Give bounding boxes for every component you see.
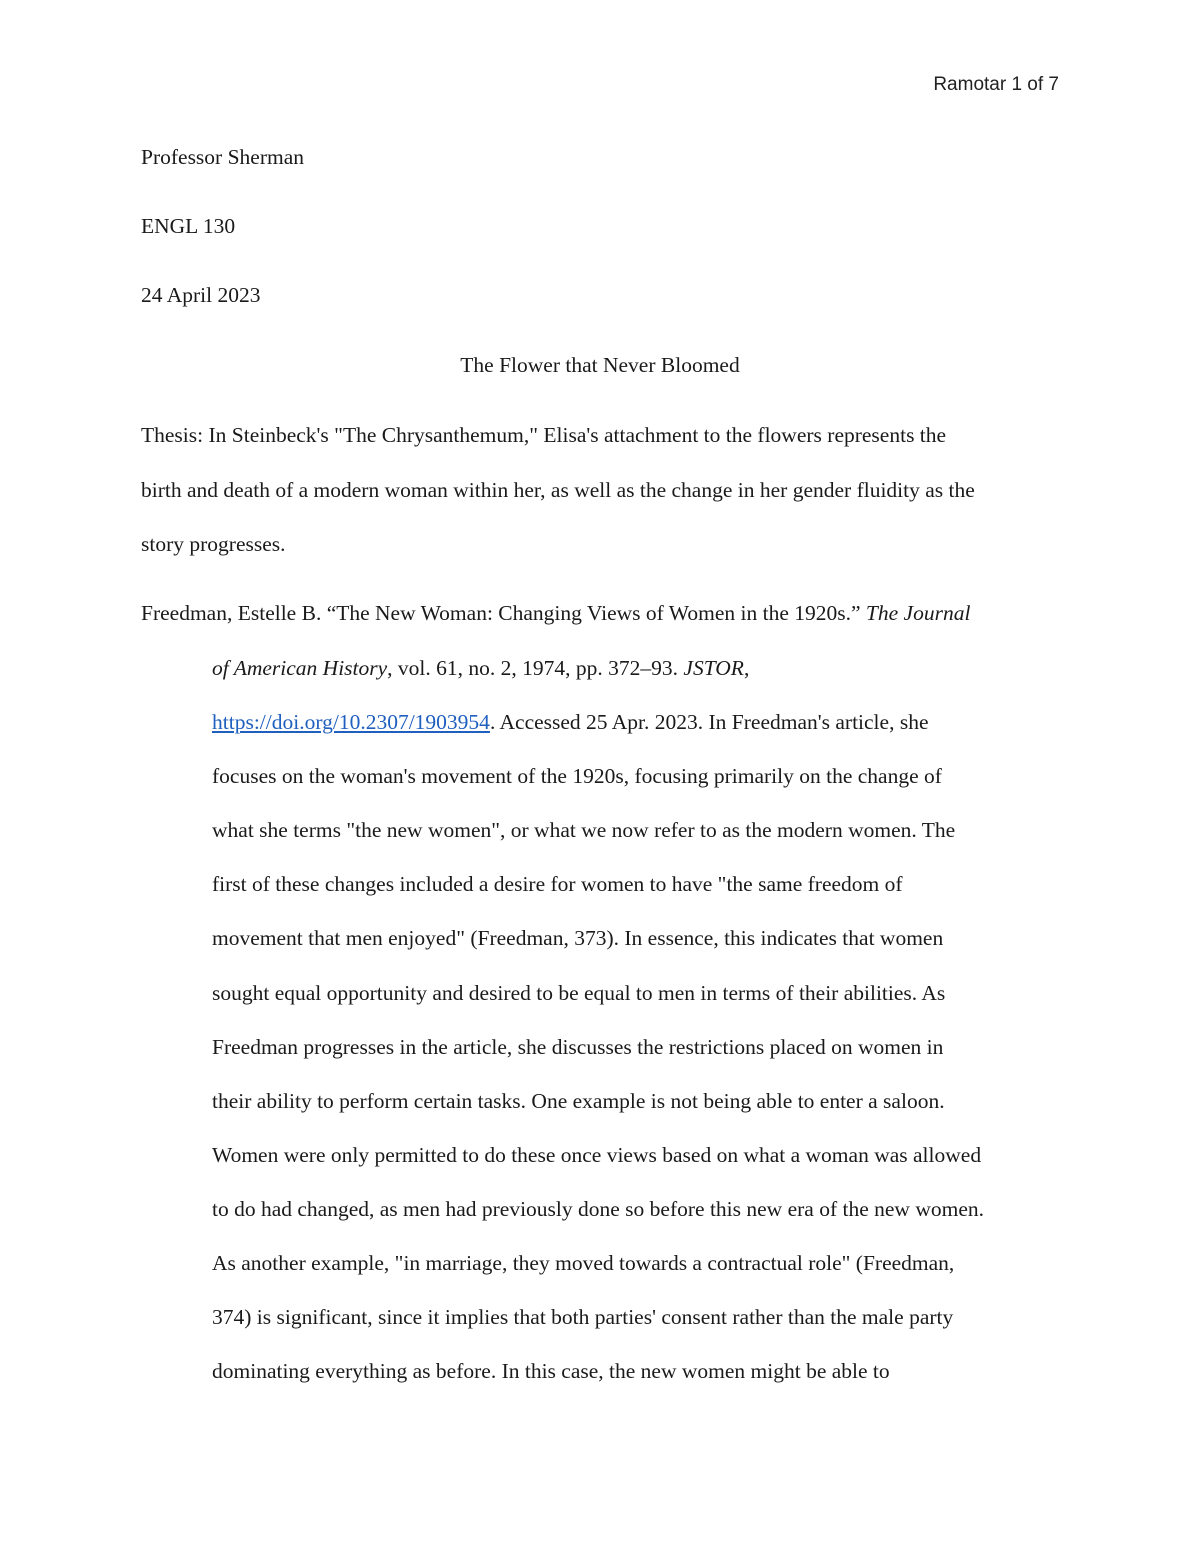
annotation-line: Women were only permitted to do these once views based on what a woman was allowed (212, 1143, 982, 1167)
annotation-line: focuses on the woman's movement of the 1920s, focusing primarily on the change of (212, 764, 942, 788)
citation-text: , (743, 656, 750, 680)
annotation-line: what she terms "the new women", or what we now refer to as the modern women. The (212, 818, 956, 842)
citation-line (141, 599, 970, 627)
journal-title: of American History (212, 656, 388, 680)
citation-text: , vol. 61, no. 2, 1974, pp. 372–93. (387, 656, 684, 680)
citation-text: Freedman, Estelle B. “The New Woman: Changing Views of Women in the 1920s.” (141, 601, 866, 625)
doi-link[interactable]: https://doi.org/10.2307/1903954 (212, 710, 490, 734)
paper-title: The Flower that Never Bloomed (460, 353, 740, 377)
annotation-line: dominating everything as before. In this case, the new women might be able to (212, 1359, 890, 1383)
thesis-line: Thesis: In Steinbeck's "The Chrysanthemum," Elisa's attachment to the flowers represents the (141, 423, 947, 447)
annotation-line: first of these changes included a desire for women to have "the same freedom of (212, 872, 903, 896)
citation-text: . Accessed 25 Apr. 2023. In Freedman's article, she (489, 710, 929, 734)
annotation-line: As another example, "in marriage, they moved towards a contractual role" (Freedman, (212, 1251, 955, 1275)
course-name: ENGL 130 (141, 214, 236, 238)
citation-line (212, 654, 749, 682)
annotation-line: sought equal opportunity and desired to be equal to men in terms of their abilities. As (212, 981, 946, 1005)
paper-date: 24 April 2023 (141, 283, 261, 307)
annotation-line: to do had changed, as men had previously done so before this new era of the new women. (212, 1197, 984, 1221)
running-head: Ramotar 1 of 7 (933, 74, 1059, 95)
instructor-name: Professor Sherman (141, 145, 305, 169)
thesis-line: story progresses. (141, 532, 286, 556)
thesis-line: birth and death of a modern woman within her, as well as the change in her gender fluidity as the (141, 478, 975, 502)
annotation-line: Freedman progresses in the article, she discusses the restrictions placed on women in (212, 1035, 944, 1059)
annotation-line: 374) is significant, since it implies that both parties' consent rather than the male party (212, 1305, 954, 1329)
annotation-line: movement that men enjoyed" (Freedman, 373). In essence, this indicates that women (212, 926, 944, 950)
annotation-line: their ability to perform certain tasks. One example is not being able to enter a saloon. (212, 1089, 945, 1113)
citation-line (212, 708, 928, 736)
database-name: JSTOR (683, 656, 744, 680)
journal-title: The Journal (865, 601, 971, 625)
